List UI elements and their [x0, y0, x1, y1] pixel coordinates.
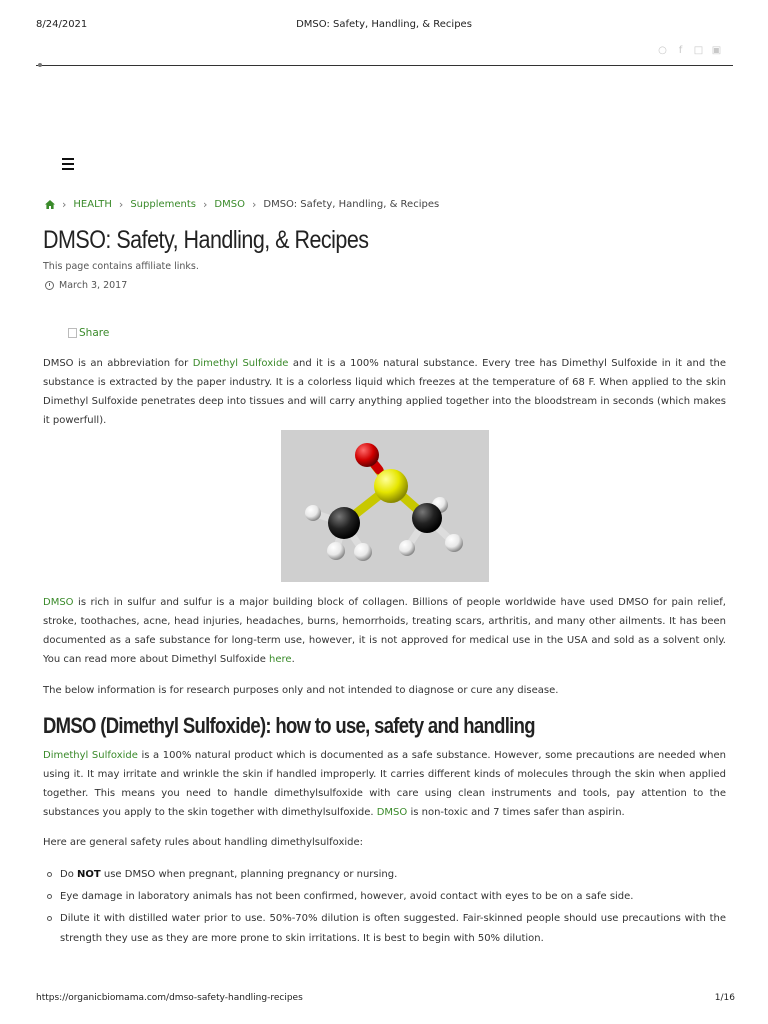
print-title: DMSO: Safety, Handling, & Recipes [296, 19, 472, 30]
list-item: Do NOT use DMSO when pregnant, planning pregnancy or nursing. [43, 865, 726, 885]
broken-image-icon [68, 328, 77, 338]
dmso-link[interactable]: DMSO [376, 807, 408, 818]
publish-date-text: March 3, 2017 [59, 280, 128, 291]
breadcrumb-supplements[interactable]: Supplements [130, 199, 197, 210]
facebook-icon[interactable]: f [678, 45, 683, 56]
print-date: 8/24/2021 [36, 19, 88, 30]
breadcrumb-separator: › [203, 198, 208, 211]
breadcrumb-health[interactable]: HEALTH [73, 199, 112, 210]
menu-icon[interactable] [62, 158, 74, 171]
disclaimer-paragraph: The below information is for research purposes only and not intended to diagnose or cure any disease. [43, 685, 559, 696]
breadcrumb-separator: › [118, 198, 124, 211]
clock-icon [45, 281, 54, 290]
list-item: Dilute it with distilled water prior to use. 50%-70% dilution is often suggested. Fair-skinned people should use precautions with the strength they use as they are more prone to skin irritations. It is best to begin with 50% dilution. [43, 909, 726, 949]
youtube-icon[interactable]: ▣ [711, 45, 722, 56]
share-button[interactable] [68, 327, 109, 339]
bullet-icon [47, 894, 52, 899]
safety-rules-list [43, 865, 726, 951]
header-divider [36, 65, 733, 66]
social-icons [657, 45, 722, 56]
section-heading: DMSO (Dimethyl Sulfoxide): how to use, safety and handling [43, 713, 535, 738]
dmso-molecule-image [281, 430, 489, 582]
home-icon[interactable] [45, 200, 55, 209]
safety-paragraph: Dimethyl Sulfoxide is a 100% natural product which is documented as a safe substance. However, some precautions are needed when using it. It may irritate and wrinkle the skin if handled improperly. It carries different kinds of molecules through the skin when applied together. This means you need to handle dimethylsulfoxide with care using clean instruments and tools, pay attention to the substances you apply to the skin together with dimethylsulfoxide. DMSO is non-toxic and 7 times safer than aspirin. [43, 750, 727, 818]
print-footer-url: https://organicbiomama.com/dmso-safety-handling-recipes [36, 993, 303, 1003]
breadcrumb-separator: › [251, 198, 257, 211]
dimethyl-sulfoxide-link[interactable]: Dimethyl Sulfoxide [192, 358, 289, 369]
rules-intro: Here are general safety rules about handling dimethylsulfoxide: [43, 837, 364, 848]
header-dot [38, 63, 42, 67]
breadcrumb-current: DMSO: Safety, Handling, & Recipes [263, 199, 440, 210]
here-link[interactable]: here [269, 654, 292, 665]
share-label: Share [79, 327, 110, 339]
instagram-icon[interactable]: □ [693, 45, 704, 56]
dmso-link[interactable]: DMSO [43, 597, 74, 608]
list-item: Eye damage in laboratory animals has not been confirmed, however, avoid contact with eyes to be on a safe side. [43, 887, 726, 907]
dimethyl-sulfoxide-link[interactable]: Dimethyl Sulfoxide [43, 750, 138, 761]
affiliate-note: This page contains affiliate links. [43, 261, 199, 272]
intro-paragraph: DMSO is an abbreviation for Dimethyl Sulfoxide and it is a 100% natural substance. Every tree has Dimethyl Sulfoxide in it and the substance is extracted by the paper industry. It is a colorless liquid which freezes at the temperature of 68 F. When applied to the skin Dimethyl Sulfoxide penetrates deep into tissues and will carry anything applied together into the bloodstream in seconds (which makes it powerfull). [43, 358, 727, 426]
bullet-icon [47, 872, 52, 877]
publish-date [45, 280, 127, 291]
breadcrumb-separator: › [62, 198, 67, 211]
pinterest-icon[interactable]: ○ [658, 45, 667, 56]
bullet-icon [47, 916, 52, 921]
page-title: DMSO: Safety, Handling, & Recipes [43, 226, 369, 254]
breadcrumb [45, 198, 439, 211]
sulfur-paragraph: DMSO is rich in sulfur and sulfur is a major building block of collagen. Billions of people worldwide have used DMSO for pain relief, stroke, toothaches, acne, head injuries, headaches, burns, hemorrhoids, treating scars, arthritis, and many other ailments. It has been documented as a safe substance for long-term use, however, it is not approved for medical use in the USA and sold as a solvent only. You can read more about Dimethyl Sulfoxide here. [43, 597, 726, 665]
breadcrumb-dmso[interactable]: DMSO [214, 199, 245, 210]
print-page-number: 1/16 [714, 993, 735, 1003]
